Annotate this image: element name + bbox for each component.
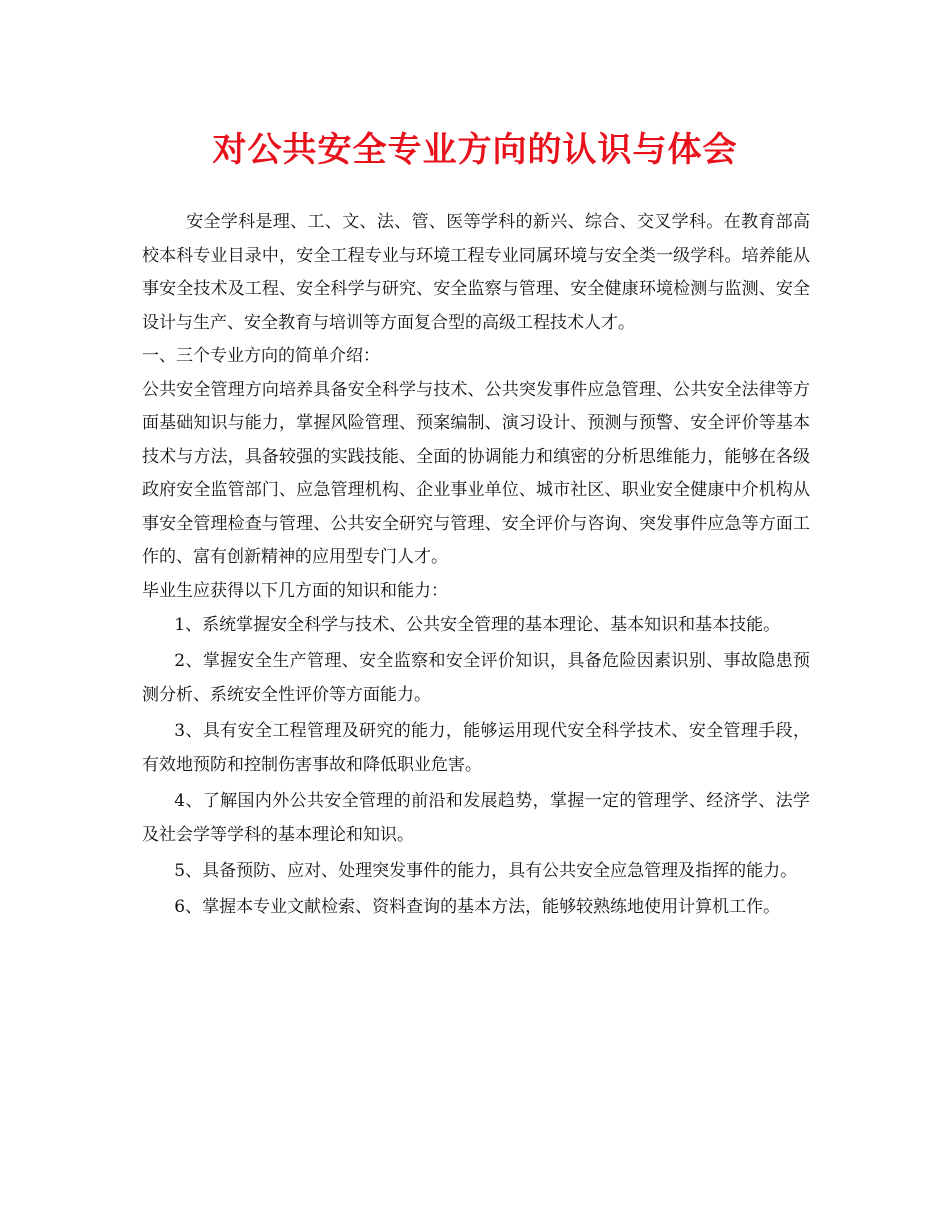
section-paragraph: 公共安全管理方向培养具备安全科学与技术、公共突发事件应急管理、公共安全法律等方面基础知识与能力，掌握风险管理、预案编制、演习设计、预测与预警、安全评价等基本技术与方法，具备较强的实践技能、全面的协调能力和缜密的分析思维能力，能够在各级政府安全监管部门、应急管理机构、企业事业单位、城市社区、职业安全健康中介机构从事安全管理检查与管理、公共安全研究与管理、安全评价与咨询、突发事件应急等方面工作的、富有创新精神的应用型专门人才。 — [142, 379, 810, 567]
abilities-intro: 毕业生应获得以下几方面的知识和能力： — [142, 580, 448, 601]
ability-item-4: 4、了解国内外公共安全管理的前沿和发展趋势，掌握一定的管理学、经济学、法学及社会学等学科的基本理论和知识。 — [142, 791, 810, 845]
document-title: 对公共安全专业方向的认识与体会 — [212, 130, 738, 170]
ability-item-3: 3、具有安全工程管理及研究的能力，能够运用现代安全科学技术、安全管理手段，有效地预防和控制伤害事故和降低职业危害。 — [142, 721, 810, 775]
section-heading: 一、三个专业方向的简单介绍： — [142, 346, 380, 366]
ability-item-1: 1、系统掌握安全科学与技术、公共安全管理的基本理论、基本知识和基本技能。 — [174, 615, 781, 635]
ability-item-5: 5、具备预防、应对、处理突发事件的能力，具有公共安全应急管理及指挥的能力。 — [174, 861, 798, 881]
document-body — [142, 206, 810, 926]
ability-item-6: 6、掌握本专业文献检索、资料查询的基本方法，能够较熟练地使用计算机工作。 — [174, 897, 781, 917]
intro-paragraph: 安全学科是理、工、文、法、管、医等学科的新兴、综合、交叉学科。在教育部高校本科专业目录中，安全工程专业与环境工程专业同属环境与安全类一级学科。培养能从事安全技术及工程、安全科学与研究、安全监察与管理、安全健康环境检测与监测、安全设计与生产、安全教育与培训等方面复合型的高级工程技术人才。 — [142, 212, 810, 333]
ability-item-2: 2、掌握安全生产管理、安全监察和安全评价知识，具备危险因素识别、事故隐患预测分析、系统安全性评价等方面能力。 — [142, 651, 810, 705]
